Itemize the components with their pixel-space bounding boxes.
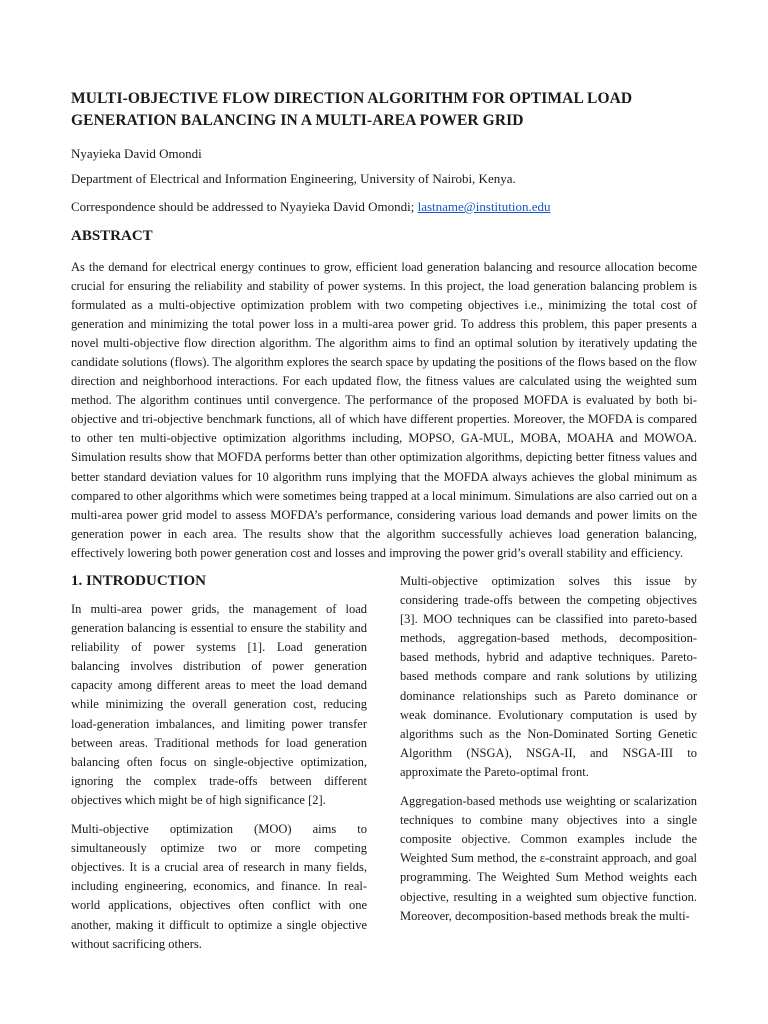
affiliation: Department of Electrical and Information Engineering, University of Nairobi, Kenya. [71,171,516,186]
correspondence-text: Correspondence should be addressed to Nyayieka David Omondi; [71,199,418,214]
intro-paragraph-4: Aggregation-based methods use weighting or scalarization techniques to combine many objectives into a single composite objective. Common examples include the Weighted Sum method, the ε-constraint approach, and goal programming. The Weighted Sum Method weights each objective, resulting in a weighted sum objective function. Moreover, decomposition-based methods break the multi- [400,794,697,923]
left-column [71,600,367,954]
introduction-heading: 1. INTRODUCTION [71,573,207,589]
intro-paragraph-1: In multi-area power grids, the management of load generation balancing is essential to ensure the stability and reliability of power systems [1]. Load generation balancing involves distribution of power generation capacity among different areas to meet the load demand while minimizing the overall generation cost, reducing load-generation imbalances, and limiting power transfer between areas. Traditional methods for load generation balancing often focus on single-objective optimization, ignoring the complex trade-offs between different objectives which might be of high significance [2]. [71,602,367,807]
paper-title [71,88,711,132]
correspondence [71,199,551,215]
abstract-text: As the demand for electrical energy continues to grow, efficient load generation balancing and resource allocation become crucial for ensuring the reliability and stability of power systems. In this project, the load generation balancing problem is formulated as a multi-objective optimization problem with two competing objectives i.e., minimizing the total cost of generation and minimizing the total power loss in a multi-area power grid. To address this problem, this paper presents a novel multi-objective flow direction algorithm. The algorithm aims to find an optimal solution by iteratively updating the candidate solutions (flows). The algorithm explores the search space by updating the positions of the flows based on the flow direction and neighborhood interactions. For each updated flow, the fitness values are calculated using the weighted sum method. The algorithm continues until convergence. The performance of the proposed MOFDA is evaluated by both bi-objective and tri-objective benchmark functions, all of which have different properties. Moreover, the MOFDA is compared to other ten multi-objective optimization algorithms including, MOPSO, GA-MUL, MOBA, MOAHA and MOWOA. Simulation results show that MOFDA performs better than other optimization algorithms, depicting better fitness values and better standard deviation values for 10 algorithm runs implying that the MOFDA always achieves the global minimum as compared to other algorithms which were sometimes being trapped at a local minimum. Simulations are also carried out on a multi-area power grid model to assess MOFDA’s performance, considering various load demands and power limits on the generation power in each area. The results show that the algorithm successfully achieves load generation balancing, effectively lowering both power generation cost and losses and improving the power grid’s overall stability and efficiency. [71,260,698,560]
abstract-heading: ABSTRACT [71,228,153,244]
intro-paragraph-2: Multi-objective optimization (MOO) aims to simultaneously optimize two or more competing objectives. It is a crucial area of research in many fields, including engineering, economics, and finance. In real-world applications, objectives often conflict with one another, making it difficult to optimize a single objective without sacrificing others. [71,822,367,951]
right-column [400,572,697,926]
author-name: Nyayieka David Omondi [71,146,202,161]
title-line-1: MULTI-OBJECTIVE FLOW DIRECTION ALGORITHM FOR OPTIMAL LOAD [71,90,633,107]
email-link[interactable]: lastname@institution.edu [417,199,551,214]
title-line-2: GENERATION BALANCING IN A MULTI-AREA POWER GRID [71,112,524,129]
intro-paragraph-3: Multi-objective optimization solves this issue by considering trade-offs between the competing objectives [3]. MOO techniques can be classified into pareto-based methods, aggregation-based methods, decomposition-based methods, hybrid and adaptive techniques. Pareto-based methods compare and rank solutions by utilizing dominance relationships such as Pareto dominance or weak dominance. Evolutionary computation is used by algorithms such as the Non-Dominated Sorting Genetic Algorithm (NSGA), NSGA-II, and NSGA-III to approximate the Pareto-optimal front. [400,574,697,779]
